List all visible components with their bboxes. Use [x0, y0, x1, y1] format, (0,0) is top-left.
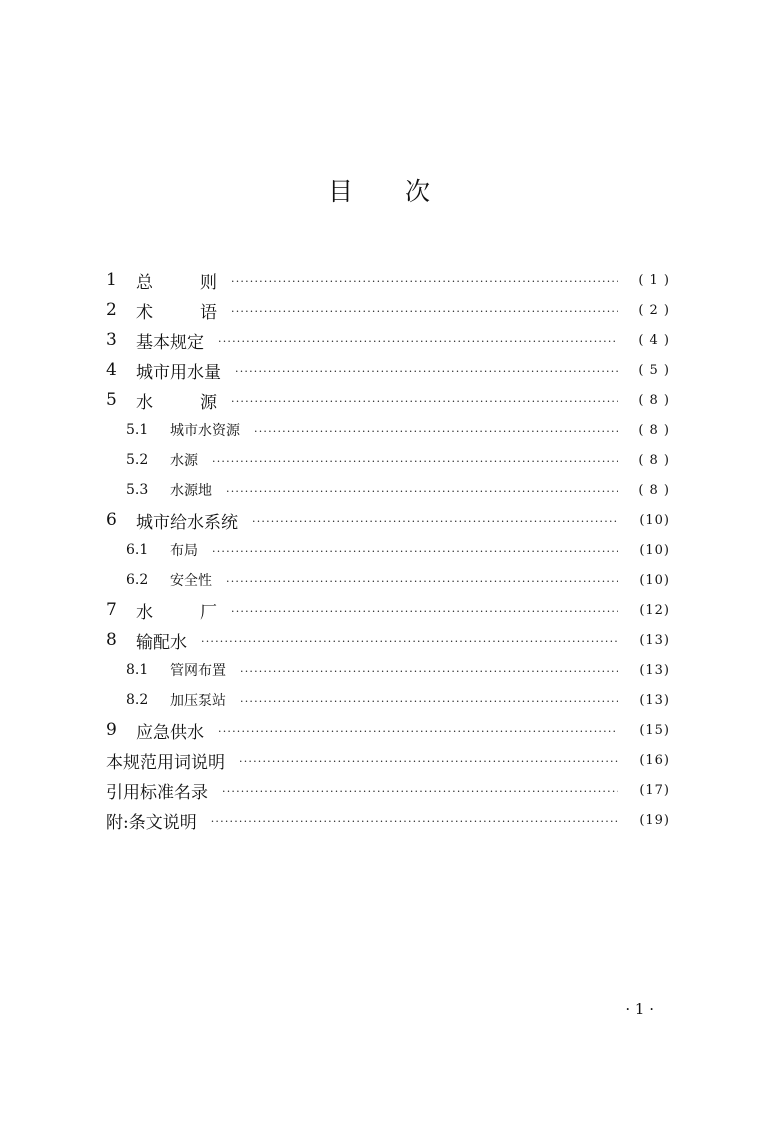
toc-entry-number: 3 — [106, 330, 117, 350]
toc-entry-title-part-2: 厂 — [200, 602, 217, 623]
dot-leader — [231, 305, 618, 318]
toc-entry-page: ( 8 ) — [638, 452, 670, 468]
toc-entry[interactable] — [106, 295, 670, 325]
toc-entry-title-part-1: 术 — [136, 302, 153, 323]
toc-subentry[interactable] — [106, 685, 670, 715]
page-title — [0, 172, 758, 208]
dot-leader — [231, 275, 618, 288]
toc-subentry[interactable] — [106, 535, 670, 565]
toc-entry-title-part-2: 源 — [200, 392, 217, 413]
toc-entry-page: (13) — [639, 662, 670, 678]
toc-subentry[interactable] — [106, 655, 670, 685]
toc-entry-number: 6.2 — [126, 572, 149, 588]
dot-leader — [226, 575, 618, 588]
toc-entry-title: 管网布置 — [170, 663, 226, 679]
toc-entry-page: (13) — [639, 692, 670, 708]
dot-leader — [218, 725, 618, 738]
toc-entry-title: 水源 — [170, 453, 198, 469]
toc-entry-title: 城市给水系统 — [136, 512, 238, 533]
toc-entry-title — [136, 598, 217, 623]
toc-entry-number: 8.2 — [126, 692, 149, 708]
toc-entry[interactable] — [106, 625, 670, 655]
toc-entry[interactable] — [106, 745, 670, 775]
dot-leader — [222, 785, 618, 798]
toc-entry-page: ( 1 ) — [638, 272, 670, 288]
toc-entry-number: 7 — [106, 600, 117, 620]
toc-entry-title-part-1: 水 — [136, 602, 153, 623]
toc-entry-title: 加压泵站 — [170, 693, 226, 709]
toc-entry-page: ( 8 ) — [638, 482, 670, 498]
toc-entry-page: ( 8 ) — [638, 422, 670, 438]
toc-entry-title: 城市水资源 — [170, 423, 240, 439]
dot-leader — [252, 515, 618, 528]
toc-entry-title: 安全性 — [170, 573, 212, 589]
dot-leader — [212, 545, 618, 558]
dot-leader — [218, 335, 618, 348]
dot-leader — [212, 455, 618, 468]
dot-leader — [240, 695, 618, 708]
toc-entry-number: 5.2 — [126, 452, 149, 468]
toc-entry-page: (12) — [639, 602, 670, 618]
toc-entry-page: (15) — [639, 722, 670, 738]
toc-entry-number: 6 — [106, 510, 117, 530]
table-of-contents — [106, 265, 670, 835]
toc-entry-number: 4 — [106, 360, 117, 380]
toc-entry-page: (17) — [639, 782, 670, 798]
toc-entry-title-part-2: 则 — [200, 272, 217, 293]
toc-entry-page: (10) — [639, 542, 670, 558]
toc-entry-page: (13) — [639, 632, 670, 648]
page-number: · 1 · — [625, 1000, 654, 1018]
toc-entry-number: 8.1 — [126, 662, 149, 678]
toc-entry-number: 5.3 — [126, 482, 149, 498]
dot-leader — [239, 755, 618, 768]
title-char-2: 次 — [405, 177, 431, 206]
toc-entry-page: (10) — [639, 572, 670, 588]
toc-entry-title — [136, 298, 217, 323]
toc-subentry[interactable] — [106, 415, 670, 445]
dot-leader — [231, 395, 618, 408]
toc-entry-title: 本规范用词说明 — [106, 752, 225, 773]
toc-entry-title-part-1: 总 — [136, 272, 153, 293]
dot-leader — [226, 485, 618, 498]
toc-entry-number: 6.1 — [126, 542, 149, 558]
toc-entry-title-part-2: 语 — [200, 302, 217, 323]
toc-entry-page: ( 2 ) — [638, 302, 670, 318]
toc-entry-number: 5 — [106, 390, 117, 410]
toc-entry-title — [136, 268, 217, 293]
toc-subentry[interactable] — [106, 475, 670, 505]
toc-entry[interactable] — [106, 715, 670, 745]
toc-entry[interactable] — [106, 775, 670, 805]
dot-leader — [231, 605, 618, 618]
toc-entry-title: 水源地 — [170, 483, 212, 499]
toc-entry-number: 9 — [106, 720, 117, 740]
toc-entry[interactable] — [106, 385, 670, 415]
title-char-1: 目 — [327, 177, 353, 206]
toc-subentry[interactable] — [106, 445, 670, 475]
toc-entry-title: 附:条文说明 — [106, 812, 197, 833]
toc-entry[interactable] — [106, 265, 670, 295]
toc-entry-title: 应急供水 — [136, 722, 204, 743]
toc-entry[interactable] — [106, 805, 670, 835]
toc-entry[interactable] — [106, 325, 670, 355]
toc-entry[interactable] — [106, 595, 670, 625]
toc-entry-page: ( 4 ) — [638, 332, 670, 348]
toc-entry-page: (19) — [639, 812, 670, 828]
toc-entry-title-part-1: 水 — [136, 392, 153, 413]
dot-leader — [201, 635, 618, 648]
toc-entry-title: 城市用水量 — [136, 362, 221, 383]
toc-entry-title: 布局 — [170, 543, 198, 559]
toc-entry-number: 1 — [106, 270, 117, 290]
toc-entry-title: 引用标准名录 — [106, 782, 208, 803]
toc-entry-page: ( 5 ) — [638, 362, 670, 378]
toc-entry-page: ( 8 ) — [638, 392, 670, 408]
toc-entry-title — [136, 388, 217, 413]
dot-leader — [240, 665, 618, 678]
dot-leader — [254, 425, 618, 438]
dot-leader — [235, 365, 618, 378]
toc-subentry[interactable] — [106, 565, 670, 595]
toc-entry[interactable] — [106, 355, 670, 385]
toc-entry[interactable] — [106, 505, 670, 535]
dot-leader — [211, 815, 618, 828]
toc-entry-title: 输配水 — [136, 632, 187, 653]
toc-entry-number: 2 — [106, 300, 117, 320]
toc-entry-title: 基本规定 — [136, 332, 204, 353]
toc-entry-number: 8 — [106, 630, 117, 650]
toc-entry-number: 5.1 — [126, 422, 149, 438]
toc-entry-page: (16) — [639, 752, 670, 768]
toc-entry-page: (10) — [639, 512, 670, 528]
